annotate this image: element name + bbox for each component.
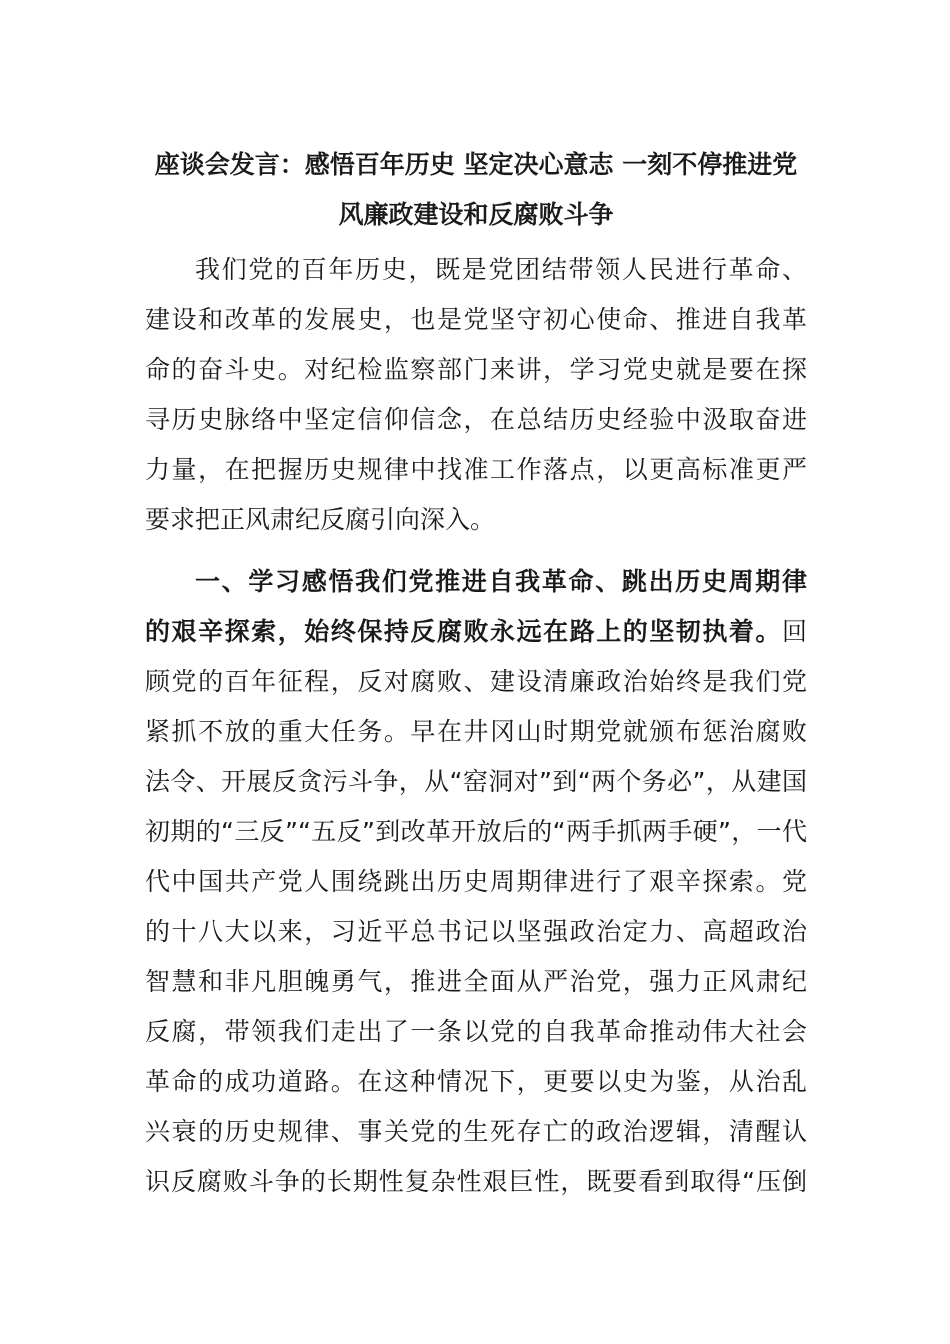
section-1-body-line: 兴衰的历史规律、事关党的生死存亡的政治逻辑，清醒认 [145, 1117, 807, 1146]
intro-line: 要求把正风肃纪反腐引向深入。 [145, 505, 496, 534]
title-line-1: 座谈会发言：感悟百年历史 坚定决心意志 一刻不停推进党 [154, 150, 798, 179]
section-1-body-line: 智慧和非凡胆魄勇气，推进全面从严治党，强力正风肃纪 [145, 967, 807, 996]
section-1-heading-line-1: 一、学习感悟我们党推进自我革命、跳出历史周期律 [195, 567, 807, 596]
section-1-body-line: 紧抓不放的重大任务。早在井冈山时期党就颁布惩治腐败 [145, 717, 807, 746]
section-1-heading-line-2 [145, 607, 807, 657]
intro-line: 命的奋斗史。对纪检监察部门来讲，学习党史就是要在探 [145, 355, 807, 384]
document-page [145, 140, 807, 1207]
section-1-body-line: 初期的“三反”“五反”到改革开放后的“两手抓两手硬”，一代 [145, 817, 807, 846]
section-1-body-line: 革命的成功道路。在这种情况下，更要以史为鉴，从治乱 [145, 1067, 807, 1096]
section-1-body-line: 顾党的百年征程，反对腐败、建设清廉政治始终是我们党 [145, 667, 807, 696]
section-1-body-line: 代中国共产党人围绕跳出历史周期律进行了艰辛探索。党 [145, 867, 807, 896]
section-1-paragraph [145, 557, 807, 1207]
intro-line: 力量，在把握历史规律中找准工作落点，以更高标准更严 [145, 455, 807, 484]
intro-line: 我们党的百年历史，既是党团结带领人民进行革命、 [195, 255, 807, 284]
section-1-heading-tail: 的艰辛探索，始终保持反腐败永远在路上的坚韧执着。 [145, 617, 782, 646]
document-title [145, 140, 807, 240]
title-line-2: 风廉政建设和反腐败斗争 [338, 200, 614, 229]
intro-line: 寻历史脉络中坚定信仰信念，在总结历史经验中汲取奋进 [145, 405, 807, 434]
section-1-body-line: 反腐，带领我们走出了一条以党的自我革命推动伟大社会 [145, 1017, 807, 1046]
section-1-body-line: 法令、开展反贪污斗争，从“窑洞对”到“两个务必”，从建国 [145, 767, 807, 796]
section-1-body-line: 的十八大以来，习近平总书记以坚强政治定力、高超政治 [145, 917, 807, 946]
intro-paragraph [145, 245, 807, 545]
section-1-body-start: 回 [781, 617, 807, 646]
section-1-body-line: 识反腐败斗争的长期性复杂性艰巨性，既要看到取得“压倒 [145, 1167, 807, 1196]
intro-line: 建设和改革的发展史，也是党坚守初心使命、推进自我革 [145, 305, 807, 334]
